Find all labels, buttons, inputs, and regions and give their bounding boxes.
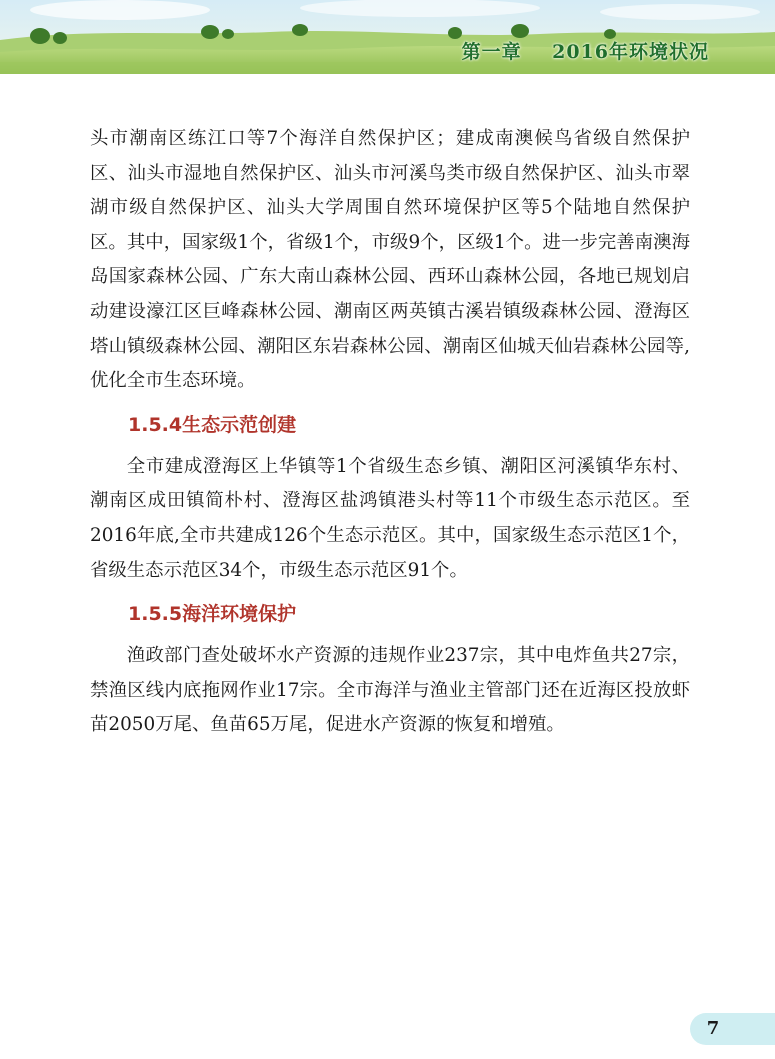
section-heading-1-5-5: 1.5.5海洋环境保护 [128, 603, 297, 626]
body-paragraph: 全市建成澄海区上华镇等1个省级生态乡镇、潮阳区河溪镇华东村、潮南区成田镇简朴村、澄海区盐鸿镇港头村等11个市级生态示范区。至2016年底,全市共建成126个生态示范区。其中，国家级生态示范区1个，省级生态示范区34个，市级生态示范区91个。 [90, 455, 690, 581]
page-number-tab [690, 1013, 775, 1045]
body-paragraph: 渔政部门查处破坏水产资源的违规作业237宗，其中电炸鱼共27宗，禁渔区线内底拖网作业17宗。全市海洋与渔业主管部门还在近海区投放虾苗2050万尾、鱼苗65万尾，促进水产资源的恢复和增殖。 [90, 645, 690, 736]
header-banner [0, 0, 775, 74]
body-paragraph: 头市潮南区练江口等7个海洋自然保护区；建成南澳候鸟省级自然保护区、汕头市湿地自然保护区、汕头市河溪鸟类市级自然保护区、汕头市翠湖市级自然保护区、汕头大学周围自然环境保护区等5个陆地自然保护区。其中，国家级1个，省级1个，市级9个，区级1个。进一步完善南澳海岛国家森林公园、广东大南山森林公园、西环山森林公园，各地已规划启动建设濠江区巨峰森林公园、潮南区两英镇古溪岩镇级森林公园、澄海区塔山镇级森林公园、潮阳区东岩森林公园、潮南区仙城天仙岩森林公园等,优化全市生态环境。 [90, 128, 690, 392]
chapter-label: 第一章 [461, 41, 522, 63]
page-content [90, 122, 690, 743]
page-number: 7 [706, 1018, 720, 1039]
chapter-title: 2016年环境状况 [552, 41, 709, 63]
chapter-header-title [462, 37, 709, 64]
section-heading-1-5-4: 1.5.4生态示范创建 [128, 413, 297, 436]
